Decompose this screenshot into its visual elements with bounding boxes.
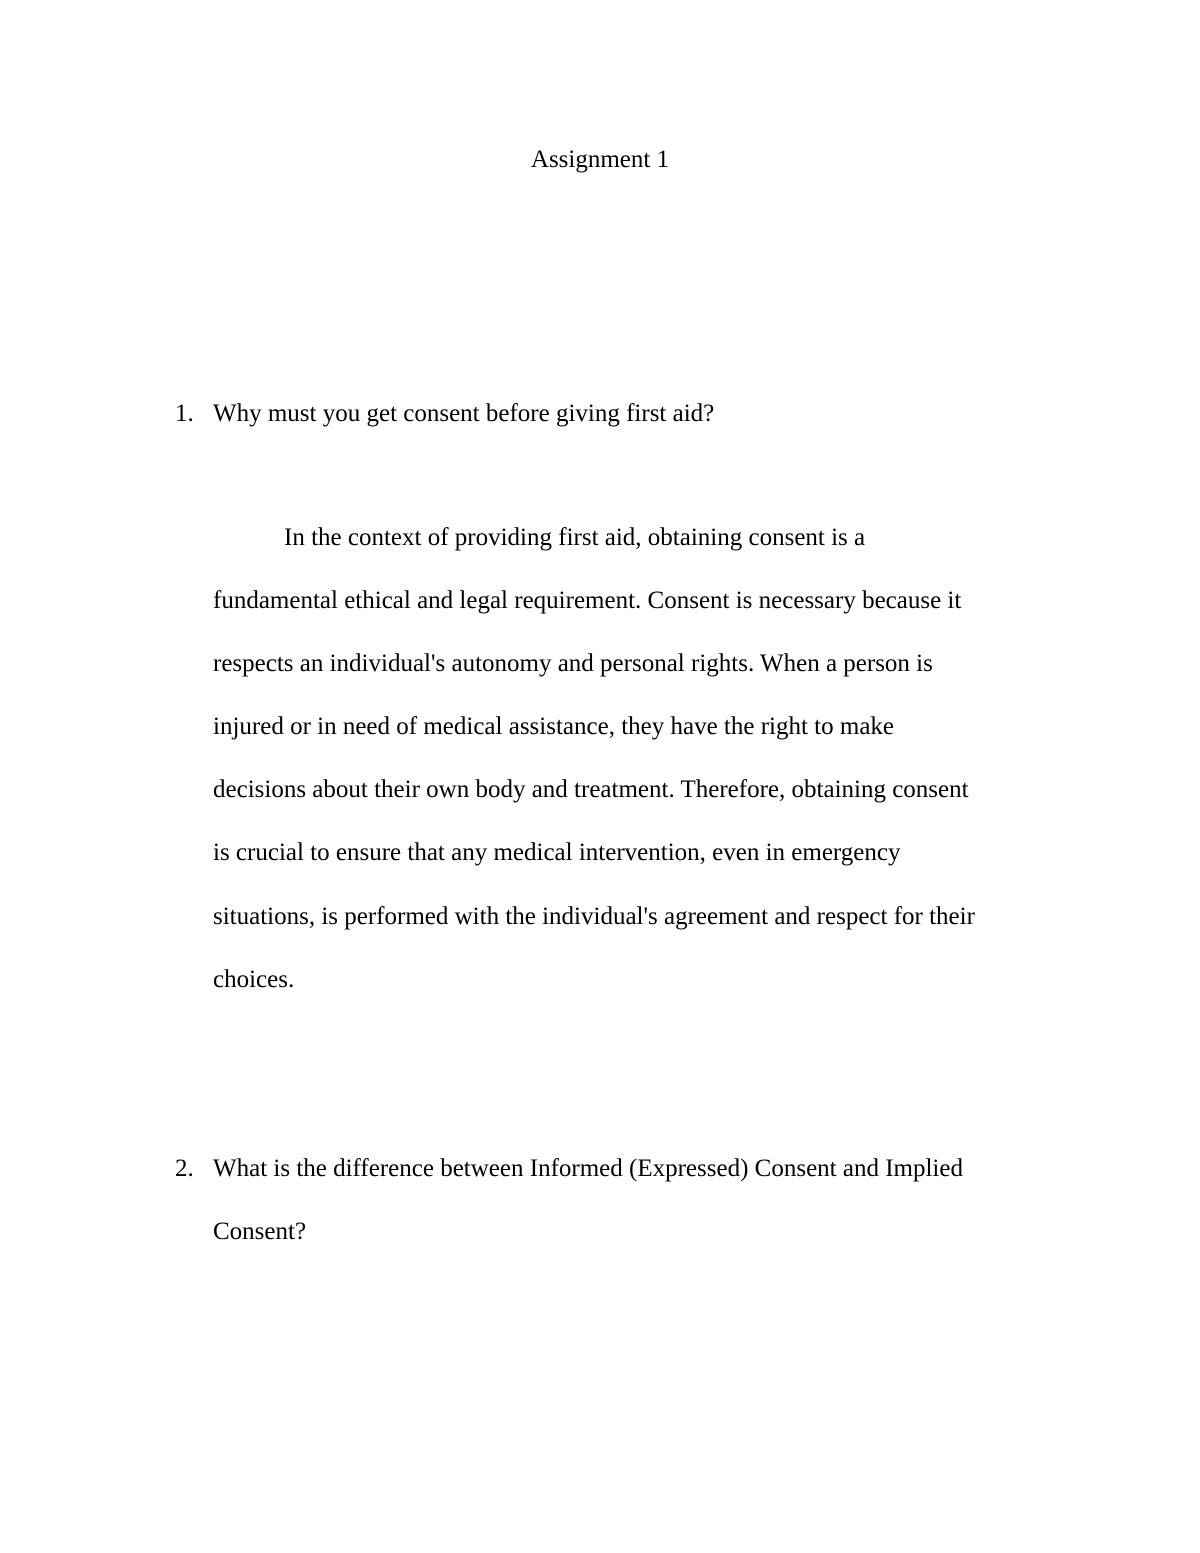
- question-number: 1.: [175, 400, 194, 427]
- question-text-line: What is the difference between Informed (Expressed) Consent and Implied: [213, 1155, 963, 1182]
- question-number: 2.: [175, 1155, 194, 1182]
- document-title: Assignment 1: [530, 146, 670, 173]
- answer-1: [213, 506, 1083, 1011]
- answer-line: respects an individual's autonomy and personal rights. When a person is: [213, 650, 933, 678]
- answer-line: injured or in need of medical assistance, they have the right to make: [213, 713, 895, 741]
- answer-line: fundamental ethical and legal requirement. Consent is necessary because it: [213, 587, 962, 615]
- answer-line: In the context of providing first aid, obtaining consent is a: [284, 524, 866, 551]
- answer-line: situations, is performed with the individual's agreement and respect for their: [213, 902, 975, 930]
- answer-line: decisions about their own body and treatment. Therefore, obtaining consent: [213, 776, 969, 804]
- question-2: [175, 1137, 1075, 1263]
- question-1: [175, 382, 1075, 445]
- question-text: Why must you get consent before giving first aid?: [213, 400, 715, 427]
- question-text-line: Consent?: [213, 1218, 307, 1245]
- answer-line: is crucial to ensure that any medical intervention, even in emergency: [213, 839, 901, 867]
- answer-line: choices.: [213, 965, 295, 993]
